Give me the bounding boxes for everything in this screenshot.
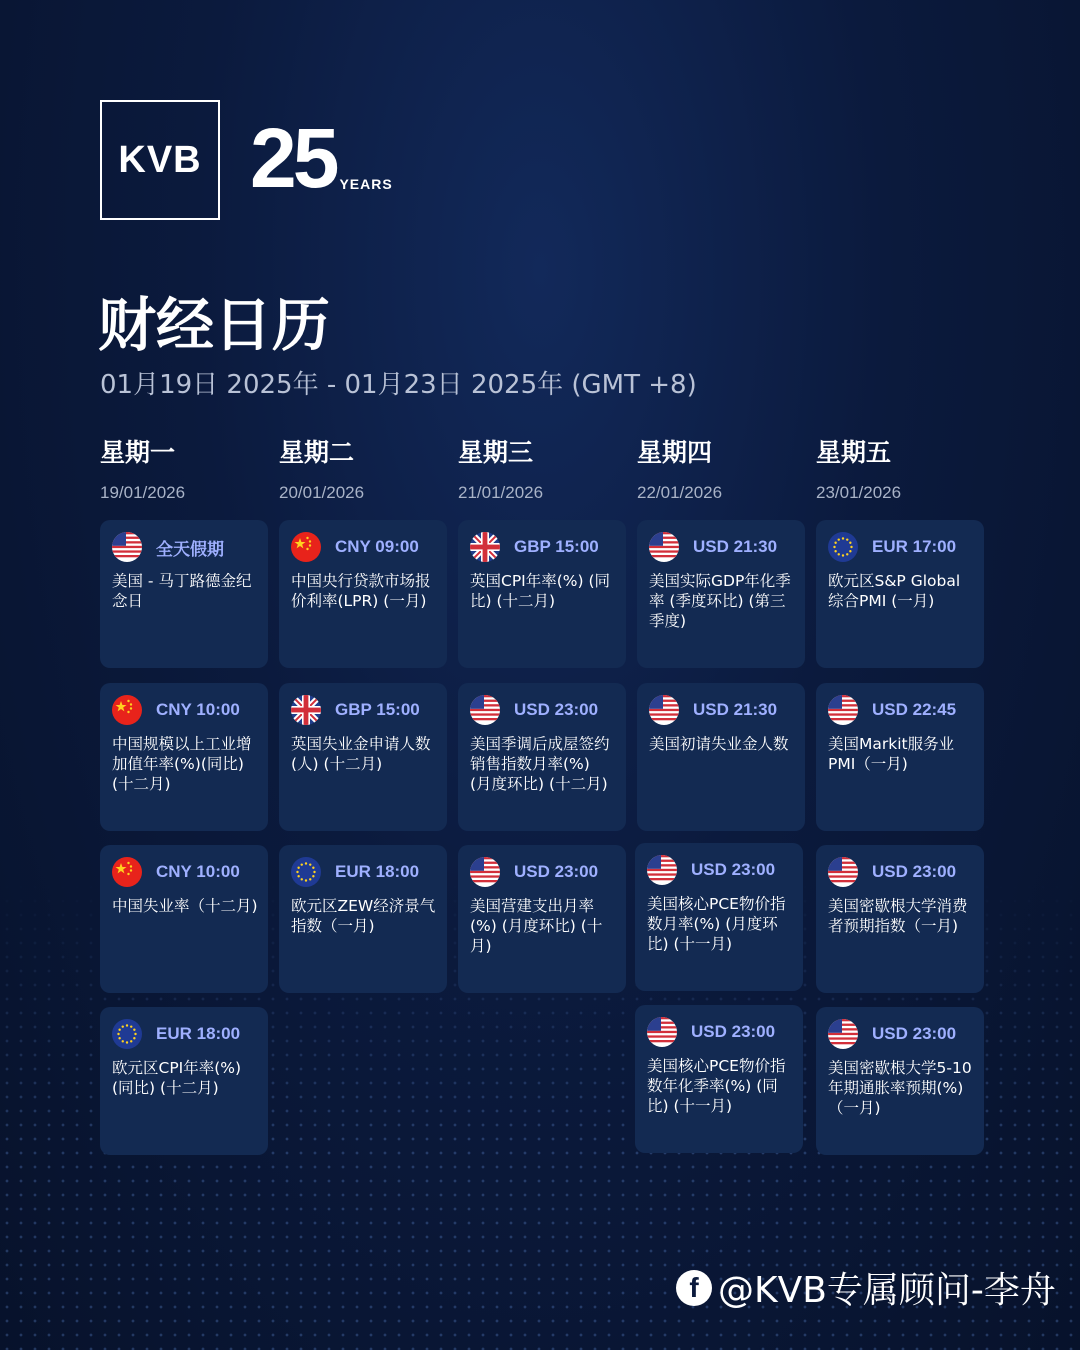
event-card[interactable] xyxy=(100,1007,268,1155)
event-title: 美国Markit服务业PMI（一月) xyxy=(828,735,955,773)
page-subtitle: 01月19日 2025年 - 01月23日 2025年 (GMT +8) xyxy=(100,370,697,400)
event-time: USD 23:00 xyxy=(691,860,776,879)
kvb-logo-text: KVB xyxy=(118,138,202,181)
event-title: 中国规模以上工业增加值年率(%)(同比) (十二月) xyxy=(112,735,252,793)
event-card[interactable] xyxy=(100,520,268,668)
day-date: 22/01/2026 xyxy=(637,483,723,502)
event-title: 中国央行贷款市场报价利率(LPR) (一月) xyxy=(291,572,431,610)
day-date: 20/01/2026 xyxy=(279,483,365,502)
us-flag-icon xyxy=(647,855,677,885)
anniversary-number: 25 xyxy=(250,111,336,205)
event-card[interactable] xyxy=(458,683,626,831)
event-card[interactable] xyxy=(637,520,805,668)
event-time: USD 23:00 xyxy=(872,1024,957,1043)
event-card[interactable] xyxy=(458,845,626,993)
cn-flag-icon xyxy=(112,695,142,725)
day-name: 星期五 xyxy=(816,438,892,467)
event-time: USD 23:00 xyxy=(872,862,957,881)
day-name: 星期四 xyxy=(637,438,713,467)
event-time: USD 23:00 xyxy=(691,1022,776,1041)
event-time: 全天假期 xyxy=(156,539,224,559)
day-header-mon xyxy=(100,436,270,503)
event-time: USD 22:45 xyxy=(872,700,957,719)
us-flag-icon xyxy=(828,695,858,725)
us-flag-icon xyxy=(828,1019,858,1049)
event-title: 美国密歇根大学5-10年期通胀率预期(%)（一月) xyxy=(828,1059,972,1117)
day-name: 星期三 xyxy=(458,438,534,467)
eu-flag-icon xyxy=(112,1019,142,1049)
event-title: 英国CPI年率(%) (同比) (十二月) xyxy=(470,572,611,610)
us-flag-icon xyxy=(828,857,858,887)
event-time: CNY 09:00 xyxy=(335,537,419,556)
day-date: 19/01/2026 xyxy=(100,483,186,502)
watermark-text: @KVB专属顾问-李舟 xyxy=(718,1270,1056,1311)
day-name: 星期二 xyxy=(279,438,355,467)
day-header-wed xyxy=(458,436,628,503)
event-card[interactable] xyxy=(100,845,268,993)
day-name: 星期一 xyxy=(100,438,176,467)
event-time: USD 21:30 xyxy=(693,537,778,556)
event-title: 美国核心PCE物价指数月率(%) (月度环比) (十一月) xyxy=(647,895,786,953)
event-title: 美国核心PCE物价指数年化季率(%) (同比) (十一月) xyxy=(647,1057,786,1115)
event-time: GBP 15:00 xyxy=(514,537,599,556)
event-title: 美国初请失业金人数 xyxy=(649,735,789,753)
page-title: 财经日历 xyxy=(98,291,331,359)
event-card[interactable] xyxy=(458,520,626,668)
event-title: 美国季调后成屋签约销售指数月率(%) (月度环比) (十二月) xyxy=(470,735,610,793)
event-title: 美国 - 马丁路德金纪念日 xyxy=(112,572,252,610)
event-card[interactable] xyxy=(279,845,447,993)
event-card[interactable] xyxy=(637,683,805,831)
uk-flag-icon xyxy=(291,695,321,725)
event-time: EUR 18:00 xyxy=(335,862,420,881)
event-time: EUR 18:00 xyxy=(156,1024,241,1043)
us-flag-icon xyxy=(470,695,500,725)
event-time: GBP 15:00 xyxy=(335,700,420,719)
event-time: USD 23:00 xyxy=(514,862,599,881)
event-card[interactable] xyxy=(816,683,984,831)
day-header-tue xyxy=(279,436,449,503)
event-title: 美国密歇根大学消费者预期指数（一月) xyxy=(828,897,968,935)
event-title: 欧元区CPI年率(%) (同比) (十二月) xyxy=(112,1059,242,1097)
us-flag-icon xyxy=(112,532,142,562)
event-title: 欧元区S&P Global综合PMI (一月) xyxy=(828,572,961,610)
eu-flag-icon xyxy=(828,532,858,562)
event-title: 英国失业金申请人数(人) (十二月) xyxy=(291,735,431,773)
event-card[interactable] xyxy=(816,1007,984,1155)
cn-flag-icon xyxy=(112,857,142,887)
day-header-fri xyxy=(816,436,986,503)
event-card[interactable] xyxy=(816,520,984,668)
event-card[interactable] xyxy=(279,683,447,831)
event-time: CNY 10:00 xyxy=(156,700,240,719)
event-title: 美国营建支出月率(%) (月度环比) (十月) xyxy=(470,897,603,955)
day-date: 21/01/2026 xyxy=(458,483,544,502)
event-title: 欧元区ZEW经济景气指数（一月) xyxy=(291,897,436,935)
anniversary-badge xyxy=(250,111,393,205)
event-time: EUR 17:00 xyxy=(872,537,957,556)
kvb-logo xyxy=(100,100,220,220)
event-title: 美国实际GDP年化季率 (季度环比) (第三季度) xyxy=(649,572,791,630)
event-card[interactable] xyxy=(635,1005,803,1153)
event-title: 中国失业率（十二月) xyxy=(112,897,258,915)
us-flag-icon xyxy=(647,1017,677,1047)
day-header-thu xyxy=(637,436,807,503)
event-time: USD 23:00 xyxy=(514,700,599,719)
event-time: USD 21:30 xyxy=(693,700,778,719)
uk-flag-icon xyxy=(470,532,500,562)
eu-flag-icon xyxy=(291,857,321,887)
us-flag-icon xyxy=(649,695,679,725)
us-flag-icon xyxy=(649,532,679,562)
event-card[interactable] xyxy=(279,520,447,668)
event-card[interactable] xyxy=(816,845,984,993)
watermark xyxy=(676,1262,1056,1313)
facebook-icon: f xyxy=(676,1270,712,1306)
event-card[interactable] xyxy=(100,683,268,831)
event-time: CNY 10:00 xyxy=(156,862,240,881)
day-date: 23/01/2026 xyxy=(816,483,902,502)
anniversary-label: YEARS xyxy=(339,176,393,192)
cn-flag-icon xyxy=(291,532,321,562)
event-card[interactable] xyxy=(635,843,803,991)
us-flag-icon xyxy=(470,857,500,887)
